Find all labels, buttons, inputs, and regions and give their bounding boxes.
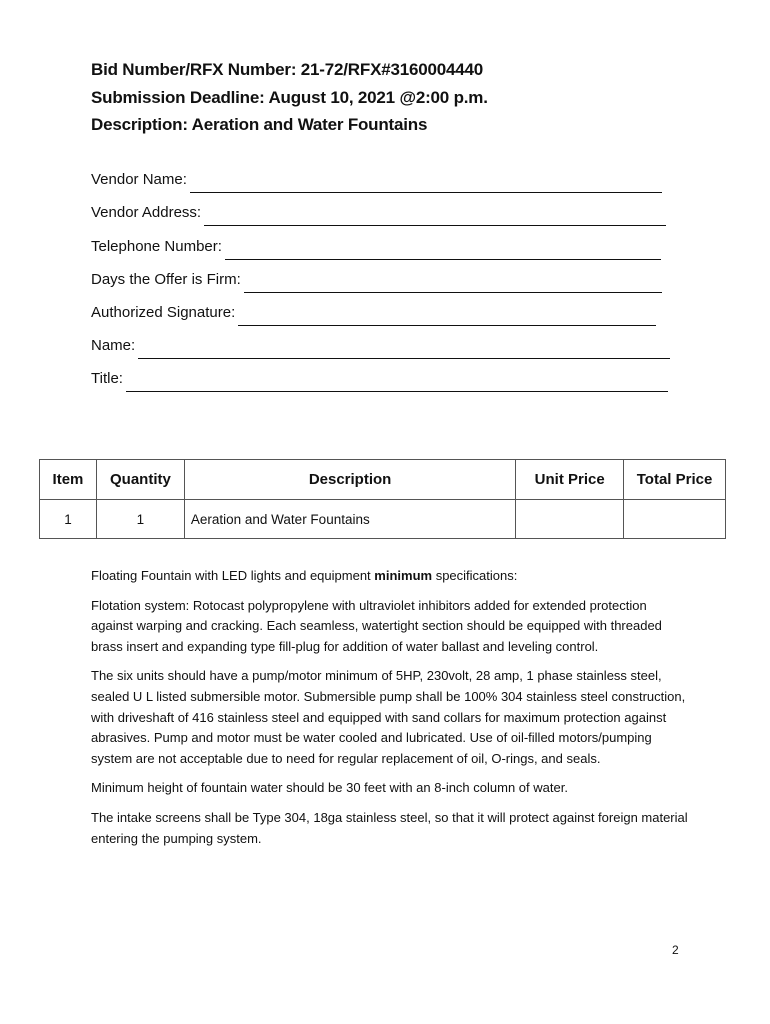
vendor-name-label: Vendor Name: [91,171,187,189]
spec-pump-motor: The six units should have a pump/motor minimum of 5HP, 230volt, 28 amp, 1 phase stainless steel, sealed U L listed submersible motor. Submersible pump shall be 100% 304 stainless steel construction, with driveshaft of 416 stainless steel and equipped with sand collars for maximum protection against abrasives. Pump and motor must be water cooled and lubricated. Use of oil-filled motors/pumping system are not acceptable due to need for regular replacement of oil, O-rings, and seals. [91,668,686,766]
vendor-info-form [91,160,691,392]
spec-intro [91,566,691,587]
name-label: Name: [91,337,136,355]
vendor-name-row [91,160,691,193]
cell-total-price[interactable] [624,500,726,539]
vendor-address-label: Vendor Address: [91,204,202,222]
signature-label: Authorized Signature: [91,303,236,321]
submission-deadline: Submission Deadline: August 10, 2021 @2:00 p.m. [91,87,488,107]
signature-row [91,293,691,326]
bid-number: Bid Number/RFX Number: 21-72/RFX#3160004440 [91,60,484,79]
telephone-blank[interactable] [225,242,661,260]
title-label: Title: [91,370,123,388]
vendor-name-blank[interactable] [190,175,662,193]
name-row [91,326,691,359]
bid-header [91,56,731,139]
title-blank[interactable] [126,374,668,392]
days-firm-label: Days the Offer is Firm: [91,270,241,288]
header-quantity: Quantity [96,460,184,500]
vendor-address-blank[interactable] [204,208,666,226]
bid-table [39,459,726,539]
table-header-row [40,460,726,500]
name-blank[interactable] [138,341,670,359]
days-firm-blank[interactable] [244,275,662,293]
header-description: Description [184,460,515,500]
title-row [91,359,691,392]
header-unit-price: Unit Price [516,460,624,500]
bid-description: Description: Aeration and Water Fountains [91,115,428,134]
specifications [91,566,691,858]
signature-blank[interactable] [238,308,656,326]
table-row [40,500,726,539]
spec-flotation: Flotation system: Rotocast polypropylene with ultraviolet inhibitors added for extended protection against warping and cracking. Each seamless, watertight section should be equipped with threaded brass insert and expanding type fill-plug for addition of water ballast and leveling control. [91,597,662,654]
telephone-label: Telephone Number: [91,237,222,255]
vendor-address-row [91,193,691,226]
page-number: 2 [672,943,679,957]
spec-intake-screens: The intake screens shall be Type 304, 18ga stainless steel, so that it will protect against foreign material entering the pumping system. [91,809,688,846]
spec-intro-bold: minimum [374,568,433,583]
cell-quantity: 1 [96,500,184,539]
header-item: Item [40,460,97,500]
spec-height: Minimum height of fountain water should be 30 feet with an 8-inch column of water. [91,780,568,796]
cell-description: Aeration and Water Fountains [184,500,515,539]
spec-intro-suffix: specifications: [432,568,518,583]
days-firm-row [91,260,691,293]
spec-intro-prefix: Floating Fountain with LED lights and equipment [91,568,375,583]
telephone-row [91,226,691,259]
cell-item: 1 [40,500,97,539]
cell-unit-price[interactable] [516,500,624,539]
header-total-price: Total Price [624,460,726,500]
